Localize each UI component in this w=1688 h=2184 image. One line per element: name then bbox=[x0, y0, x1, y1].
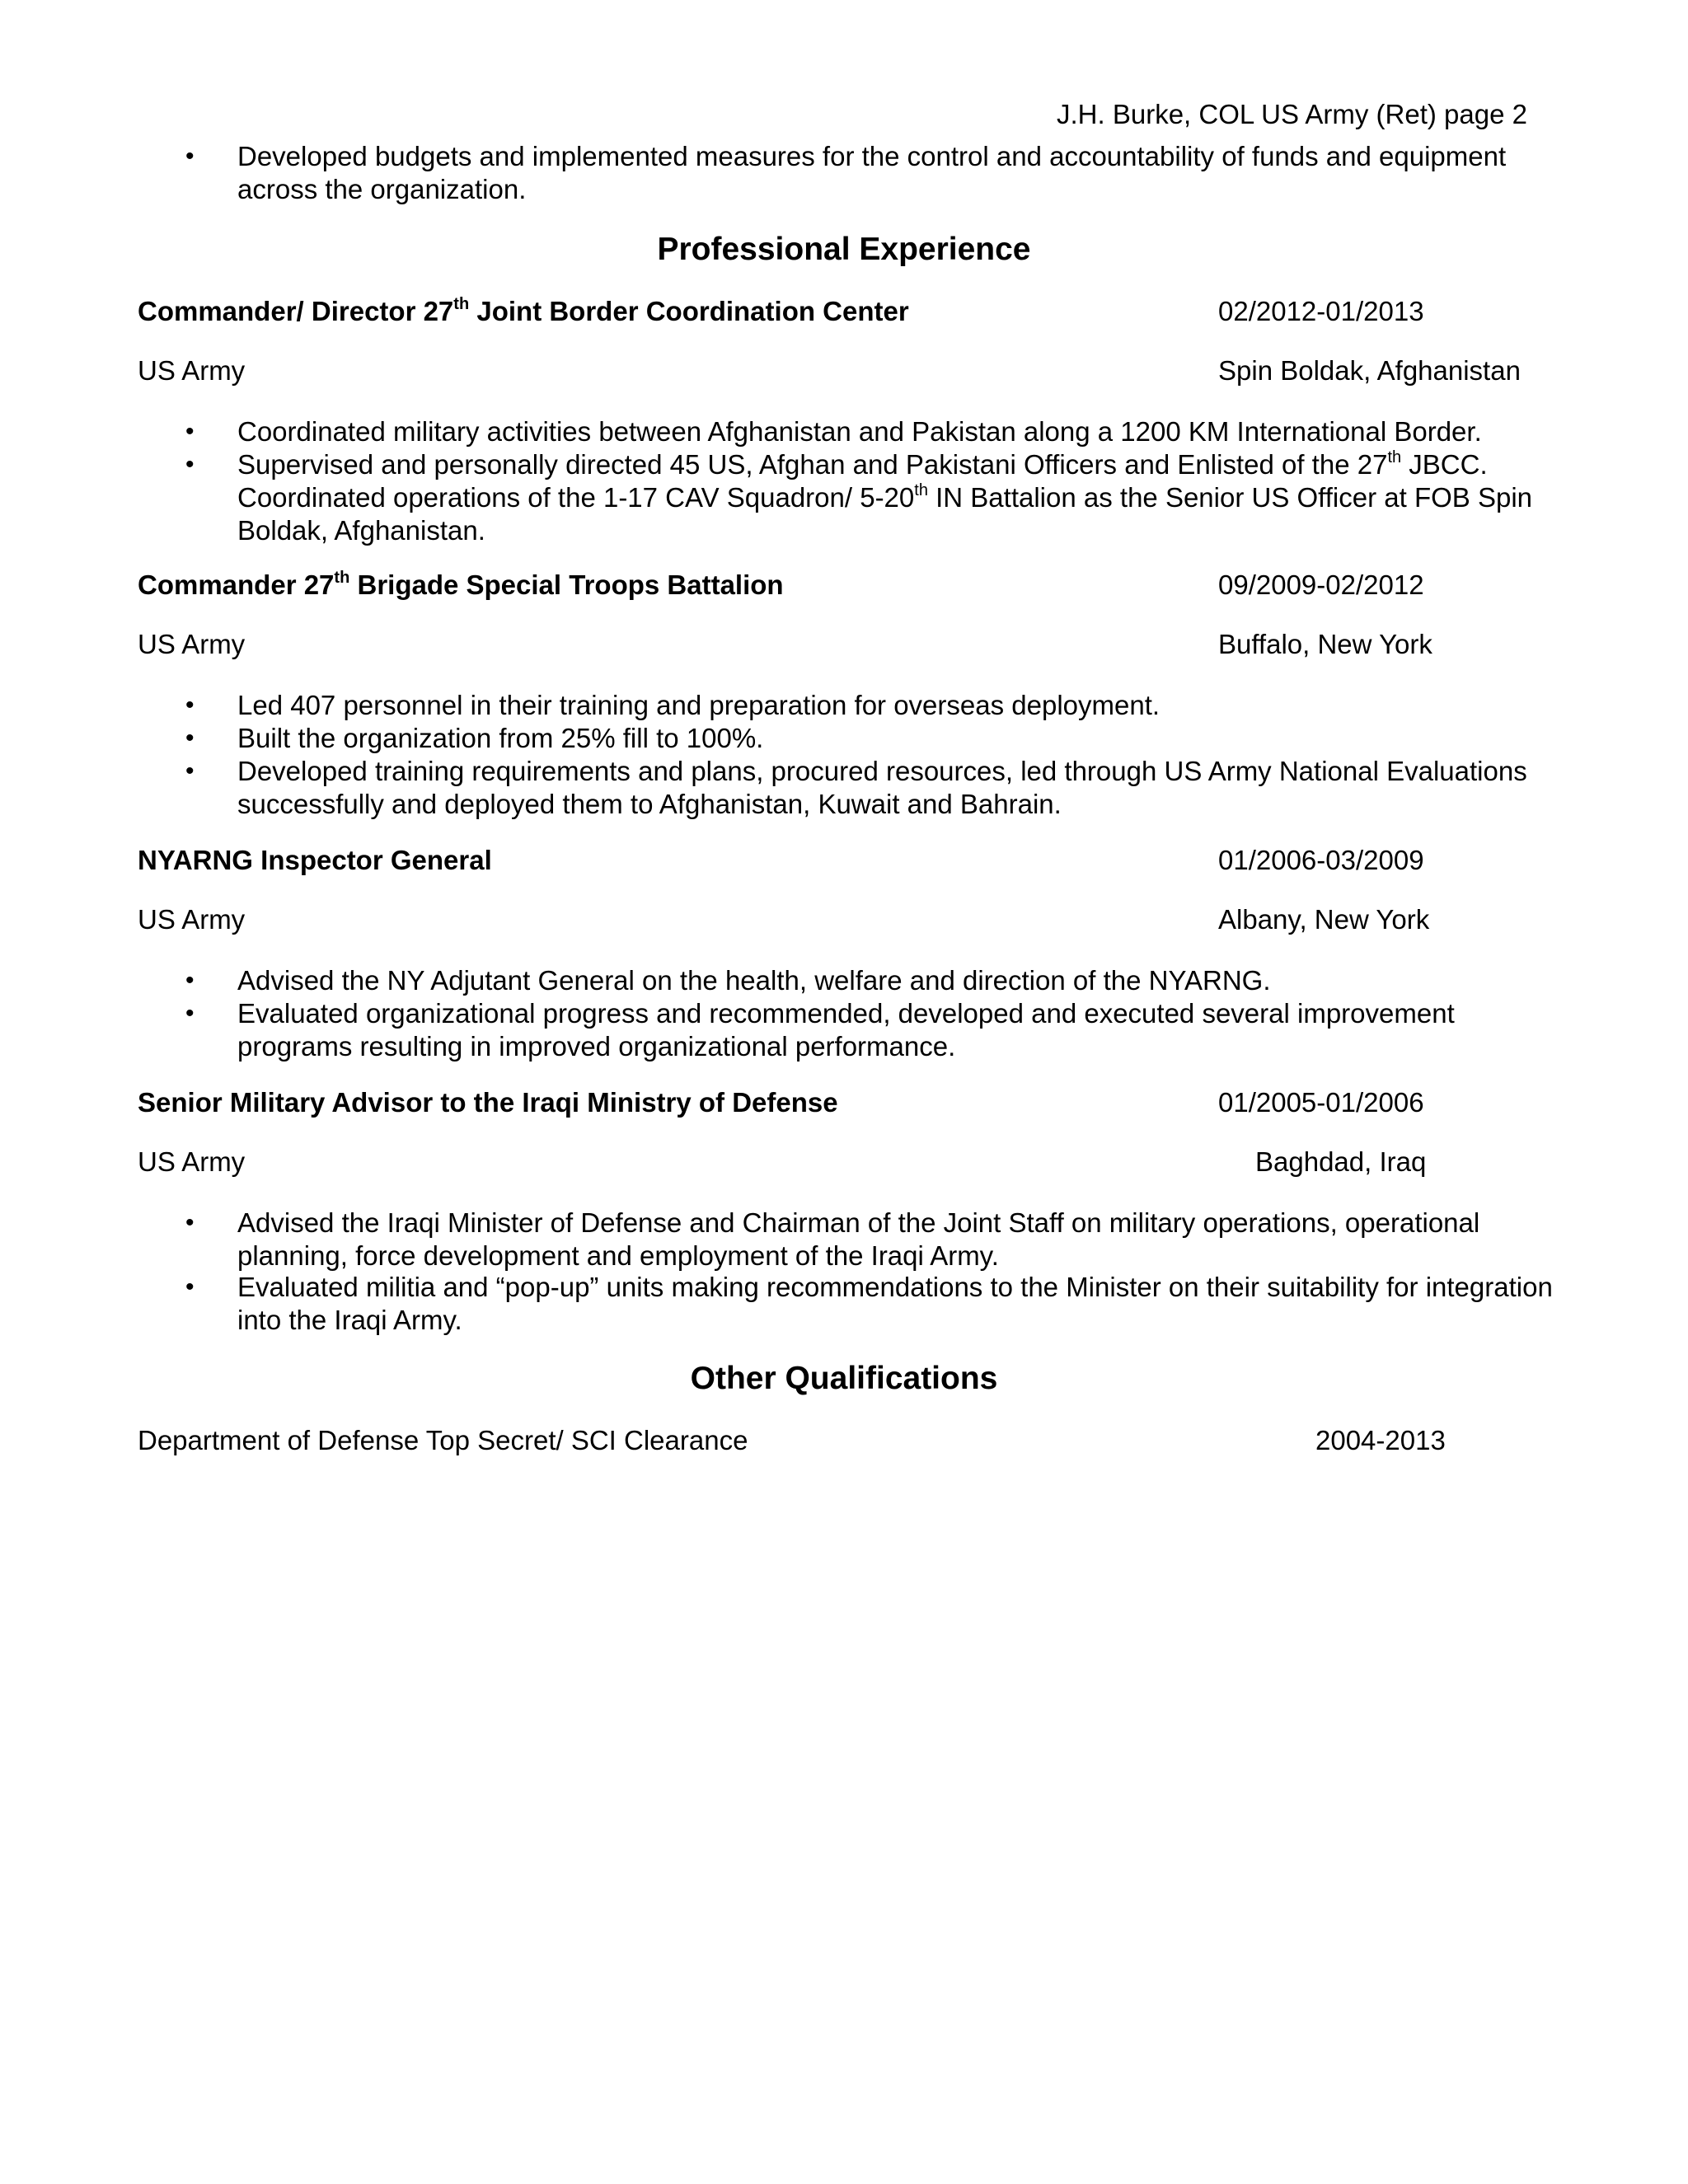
qualification-years: 2004-2013 bbox=[1315, 1425, 1446, 1455]
job-bullet-text: Led 407 personnel in their training and preparation for overseas deployment. bbox=[237, 690, 1160, 720]
job-title: NYARNG Inspector General bbox=[138, 845, 492, 875]
job-bullet-text: Advised the Iraqi Minister of Defense and Chairman of the Joint Staff on military operations, operational planning, force development and employment of the Iraqi Army. bbox=[237, 1207, 1480, 1271]
job-dates: 02/2012-01/2013 bbox=[1218, 296, 1424, 326]
job-title: Commander/ Director 27th Joint Border Coordination Center bbox=[138, 295, 909, 326]
job-bullet-text: Built the organization from 25% fill to 100%. bbox=[237, 723, 764, 753]
bullet-glyph: • bbox=[185, 724, 195, 752]
job-location: Baghdad, Iraq bbox=[1255, 1146, 1427, 1177]
bullet-glyph: • bbox=[185, 451, 195, 478]
running-head: J.H. Burke, COL US Army (Ret) page 2 bbox=[1057, 99, 1527, 129]
bullet-glyph: • bbox=[185, 1209, 195, 1236]
job-bullet-text: Coordinated military activities between Afghanistan and Pakistan along a 1200 KM International Border. bbox=[237, 416, 1482, 447]
bullet-glyph: • bbox=[185, 757, 195, 785]
job-bullet-text: Developed training requirements and plans, procured resources, led through US Army National Evaluations successfully and deployed them to Afghanistan, Kuwait and Bahrain. bbox=[237, 756, 1527, 819]
job-bullet-text: Advised the NY Adjutant General on the health, welfare and direction of the NYARNG. bbox=[237, 965, 1271, 996]
section-title-experience: Professional Experience bbox=[657, 232, 1031, 267]
bullet-glyph: • bbox=[185, 143, 195, 170]
bullet-glyph: • bbox=[185, 1000, 195, 1027]
job-title: Senior Military Advisor to the Iraqi Ministry of Defense bbox=[138, 1087, 838, 1118]
job-bullet-text: Evaluated militia and “pop-up” units making recommendations to the Minister on their suitability for integration into the Iraqi Army. bbox=[237, 1272, 1553, 1335]
job-location: Buffalo, New York bbox=[1218, 629, 1432, 659]
job-dates: 09/2009-02/2012 bbox=[1218, 569, 1424, 600]
qualification-name: Department of Defense Top Secret/ SCI Clearance bbox=[138, 1425, 748, 1455]
job-org: US Army bbox=[138, 1146, 246, 1177]
intro-bullet-text: Developed budgets and implemented measures for the control and accountability of funds and equipment across the organization. bbox=[237, 141, 1507, 204]
bullet-glyph: • bbox=[185, 1273, 195, 1301]
bullet-glyph: • bbox=[185, 967, 195, 994]
job-dates: 01/2006-03/2009 bbox=[1218, 845, 1424, 875]
job-bullet-text: Supervised and personally directed 45 US, Afghan and Pakistani Officers and Enlisted of the 27th JBCC. Coordinated operations of the 1-17 CAV Squadron/ 5-20th IN Battalion as the Senior US Officer at FOB Spin Boldak, Afghanistan. bbox=[237, 448, 1533, 546]
job-location: Spin Boldak, Afghanistan bbox=[1218, 355, 1521, 386]
job-org: US Army bbox=[138, 355, 246, 386]
bullet-glyph: • bbox=[185, 418, 195, 445]
section-title-qualifications: Other Qualifications bbox=[690, 1361, 998, 1396]
job-org: US Army bbox=[138, 629, 246, 659]
job-title: Commander 27th Brigade Special Troops Battalion bbox=[138, 569, 784, 600]
bullet-glyph: • bbox=[185, 691, 195, 719]
job-org: US Army bbox=[138, 904, 246, 935]
job-dates: 01/2005-01/2006 bbox=[1218, 1087, 1424, 1118]
job-location: Albany, New York bbox=[1218, 904, 1430, 935]
job-bullet-text: Evaluated organizational progress and recommended, developed and executed several improvement programs resulting in improved organizational performance. bbox=[237, 998, 1455, 1062]
